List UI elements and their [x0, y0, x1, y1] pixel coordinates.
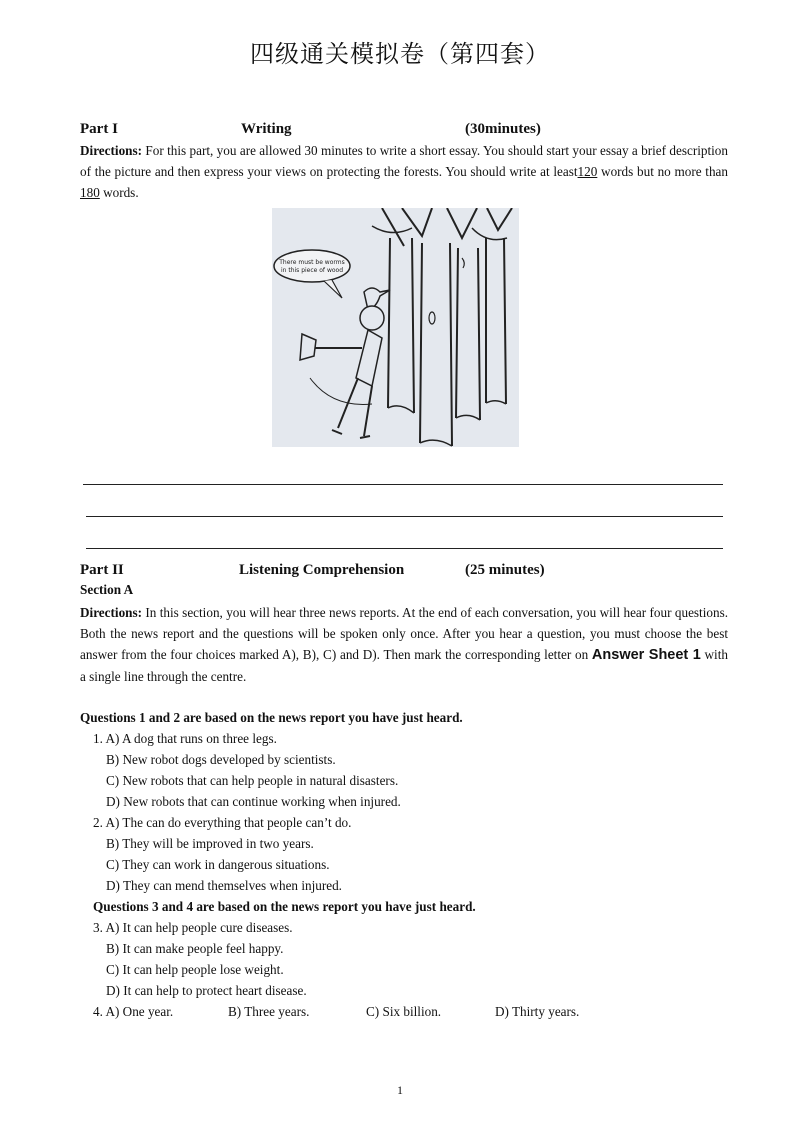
max-words: 180 — [80, 185, 100, 200]
part2-name: Listening Comprehension — [239, 562, 405, 578]
part1-name: Writing — [241, 121, 292, 137]
q3-option-d[interactable]: D) It can help to protect heart disease. — [106, 983, 307, 998]
directions-text-3: words. — [99, 185, 139, 200]
writing-line-1[interactable] — [83, 484, 723, 485]
speech-line-1: There must be worms — [279, 259, 345, 266]
question-group-heading: Questions 1 and 2 are based on the news report you have just heard. — [80, 710, 463, 725]
part2-directions — [80, 602, 728, 687]
cartoon-image — [272, 208, 519, 447]
q2-option-a[interactable]: 2. A) The can do everything that people can’t do. — [93, 815, 352, 830]
cartoon-drawing — [272, 208, 519, 447]
answer-sheet-label: Answer Sheet 1 — [591, 647, 701, 663]
directions-label: Directions: — [80, 143, 143, 158]
writing-line-3[interactable] — [86, 548, 723, 549]
directions-text: In this section, you will hear three news reports. At the end of each conversation, you will hear four questions. Both the news report and the questions will be spoken only once. After you hear a question, you must choose the best answer from the four choices marked A), B), C) and D). Then mark the corresponding letter on — [80, 605, 728, 662]
part1-directions — [80, 140, 728, 203]
directions-label: Directions: — [80, 605, 143, 620]
q1-option-d[interactable]: D) New robots that can continue working when injured. — [106, 794, 401, 809]
q3-option-a[interactable]: 3. A) It can help people cure diseases. — [93, 920, 293, 935]
part2-label: Part II — [80, 562, 124, 578]
directions-text-2: words but no more than — [597, 164, 729, 179]
q3-option-c[interactable]: C) It can help people lose weight. — [106, 962, 284, 977]
writing-line-2[interactable] — [86, 516, 723, 517]
q3-option-b[interactable]: B) It can make people feel happy. — [106, 941, 284, 956]
part1-time: (30minutes) — [465, 121, 541, 137]
min-words: 120 — [577, 164, 598, 179]
directions-text: For this part, you are allowed 30 minutes to write a short essay. You should start your essay a brief description of the picture and then express your views on protecting the forests. You should write at least — [80, 143, 728, 179]
q4-option-d[interactable]: D) Thirty years. — [495, 1004, 580, 1019]
q2-option-d[interactable]: D) They can mend themselves when injured. — [106, 878, 342, 893]
part1-label: Part I — [80, 121, 118, 137]
page-number: 1 — [397, 1083, 403, 1097]
q4-option-a[interactable]: 4. A) One year. — [93, 1004, 174, 1019]
page-title: 四级通关模拟卷（第四套） — [250, 40, 550, 68]
speech-line-2: in this piece of wood — [280, 267, 344, 274]
q1-option-b[interactable]: B) New robot dogs developed by scientists. — [106, 752, 336, 767]
question-group-heading-2: Questions 3 and 4 are based on the news report you have just heard. — [93, 899, 476, 914]
directions-text-2: with a single line through the centre. — [80, 647, 728, 684]
q2-option-c[interactable]: C) They can work in dangerous situations. — [106, 857, 330, 872]
q4-option-c[interactable]: C) Six billion. — [366, 1004, 442, 1019]
q1-option-a[interactable]: 1. A) A dog that runs on three legs. — [93, 731, 277, 746]
q1-option-c[interactable]: C) New robots that can help people in natural disasters. — [106, 773, 399, 788]
section-a-heading: Section A — [80, 582, 134, 597]
part2-time: (25 minutes) — [465, 562, 545, 578]
q4-option-b[interactable]: B) Three years. — [228, 1004, 310, 1019]
q2-option-b[interactable]: B) They will be improved in two years. — [106, 836, 314, 851]
